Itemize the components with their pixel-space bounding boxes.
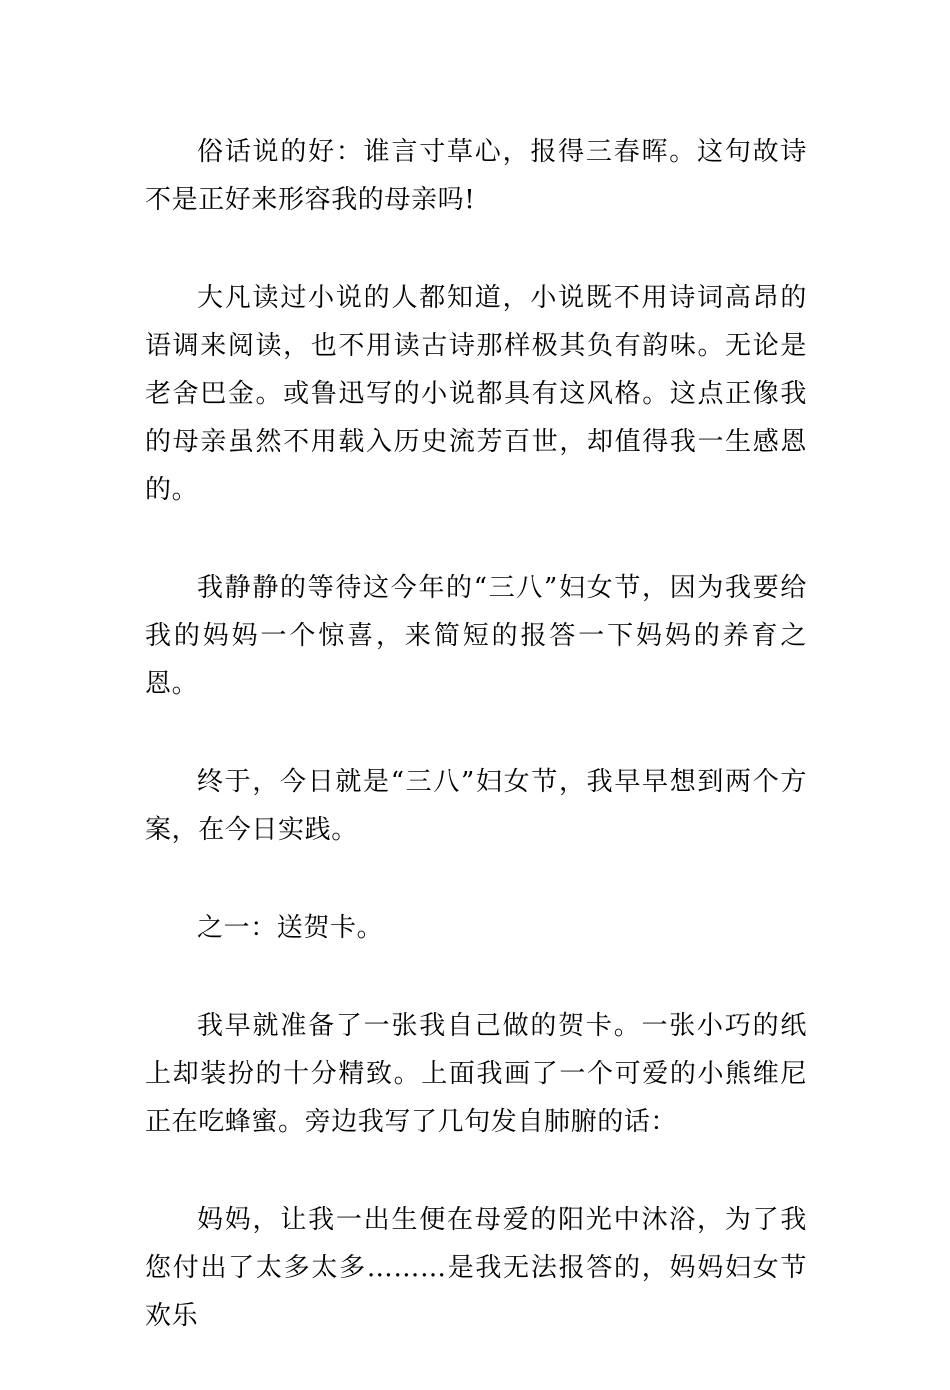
paragraph-6: 我早就准备了一张我自己做的贺卡。一张小巧的纸上却装扮的十分精致。上面我画了一个可爱的小熊维尼正在吃蜂蜜。旁边我写了几句发自肺腑的话：	[145, 1011, 807, 1137]
paragraph-7: 妈妈，让我一出生便在母爱的阳光中沐浴，为了我您付出了太多太多………是我无法报答的，妈妈妇女节欢乐	[145, 1205, 807, 1331]
paragraph-4: 终于，今日就是“三八”妇女节，我早早想到两个方案，在今日实践。	[145, 767, 807, 845]
paragraph-2: 大凡读过小说的人都知道，小说既不用诗词高昂的语调来阅读，也不用读古诗那样极其负有韵味。无论是老舍巴金。或鲁迅写的小说都具有这风格。这点正像我的母亲虽然不用载入历史流芳百世，却值得我一生感恩的。	[145, 283, 807, 505]
document-body	[145, 128, 807, 1390]
paragraph-5: 之一：送贺卡。	[197, 913, 384, 943]
paragraph-1: 俗话说的好：谁言寸草心，报得三春晖。这句故诗不是正好来形容我的母亲吗!	[145, 137, 807, 215]
paragraph-3: 我静静的等待这今年的“三八”妇女节，因为我要给我的妈妈一个惊喜，来简短的报答一下妈妈的养育之恩。	[145, 573, 807, 699]
